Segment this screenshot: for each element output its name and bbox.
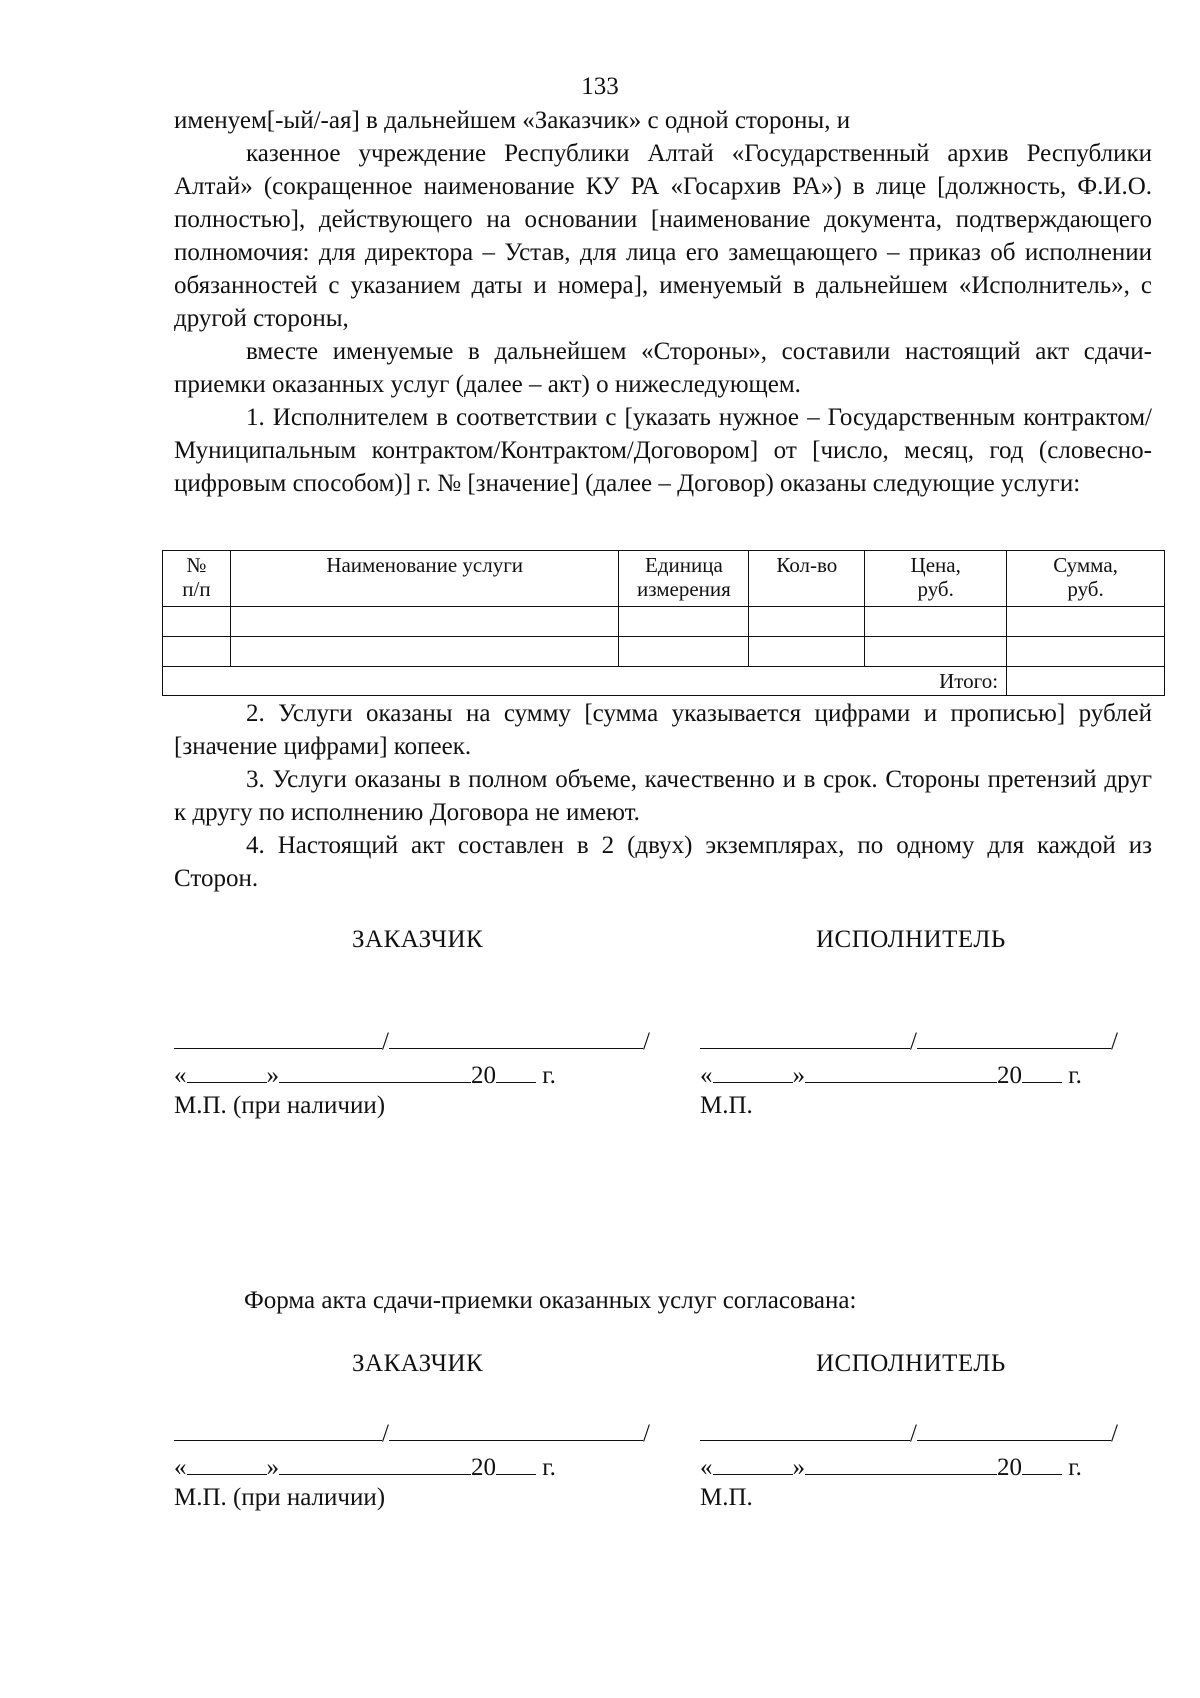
contractor-date-line-1: « » 20 г. xyxy=(700,1058,1082,1091)
customer-title-1: ЗАКАЗЧИК xyxy=(352,926,484,953)
table-total-row xyxy=(163,667,1165,696)
contractor-seal-note-1: М.П. xyxy=(700,1092,753,1119)
customer-seal-note-1: М.П. (при наличии) xyxy=(174,1092,386,1119)
header-quantity: Кол-во xyxy=(749,551,865,607)
header-service-name: Наименование услуги xyxy=(230,551,619,607)
intro-text xyxy=(174,104,1152,500)
intro-paragraph-1: именуем[-ый/-ая] в дальнейшем «Заказчик» с одной стороны, и xyxy=(174,107,851,134)
customer-signature-line-2: / / xyxy=(174,1416,650,1449)
intro-paragraph-2: казенное учреждение Республики Алтай «Государственный архив Республики Алтай» (сокращенное наименование КУ РА «Госархив РА») в лице [должность, Ф.И.О. полностью], действующего на основании [наименование документа, подтверждающего полномочия: для директора – Устав, для лица его замещающего – приказ об исполнении обязанностей с указанием даты и номера], именуемый в дальнейшем «Исполнитель», с другой стороны, xyxy=(174,140,1152,332)
table-row xyxy=(163,607,1165,637)
customer-seal-note-2: М.П. (при наличии) xyxy=(174,1484,386,1511)
page-number: 133 xyxy=(581,73,619,100)
form-agreed-text: Форма акта сдачи-приемки оказанных услуг согласована: xyxy=(244,1287,857,1314)
header-sum: Сумма, руб. xyxy=(1007,551,1165,607)
services-table xyxy=(162,550,1165,696)
contractor-seal-note-2: М.П. xyxy=(700,1484,753,1511)
table-row xyxy=(163,637,1165,667)
contractor-signature-line-1: / / xyxy=(700,1024,1118,1057)
customer-title-2: ЗАКАЗЧИК xyxy=(352,1350,484,1377)
clauses-text xyxy=(174,697,1152,895)
header-unit: Единица измерения xyxy=(619,551,749,607)
header-price: Цена, руб. xyxy=(865,551,1007,607)
contractor-title-1: ИСПОЛНИТЕЛЬ xyxy=(816,926,1006,953)
total-label: Итого: xyxy=(163,667,1007,696)
clause-1: 1. Исполнителем в соответствии с [указать нужное – Государственным контрактом/Муниципальным контрактом/Контрактом/Договором] от [число, месяц, год (словесно-цифровым способом)] г. № [значение] (далее – Договор) оказаны следующие услуги: xyxy=(174,404,1152,497)
contractor-title-2: ИСПОЛНИТЕЛЬ xyxy=(816,1350,1006,1377)
contractor-date-line-2: « » 20 г. xyxy=(700,1450,1082,1483)
customer-signature-line-1: / / xyxy=(174,1024,650,1057)
total-value xyxy=(1007,667,1165,696)
contractor-signature-line-2: / / xyxy=(700,1416,1118,1449)
clause-2: 2. Услуги оказаны на сумму [сумма указывается цифрами и прописью] рублей [значение цифрами] копеек. xyxy=(174,700,1152,760)
customer-date-line-2: « » 20 г. xyxy=(174,1450,556,1483)
table-header-row xyxy=(163,551,1165,607)
clause-3: 3. Услуги оказаны в полном объеме, качественно и в срок. Стороны претензий друг к другу по исполнению Договора не имеют. xyxy=(174,766,1152,826)
clause-4: 4. Настоящий акт составлен в 2 (двух) экземплярах, по одному для каждой из Сторон. xyxy=(174,832,1152,892)
customer-date-line-1: « » 20 г. xyxy=(174,1058,556,1091)
intro-paragraph-3: вместе именуемые в дальнейшем «Стороны», составили настоящий акт сдачи-приемки оказанных услуг (далее – акт) о нижеследующем. xyxy=(174,338,1152,398)
header-number: № п/п xyxy=(163,551,231,607)
